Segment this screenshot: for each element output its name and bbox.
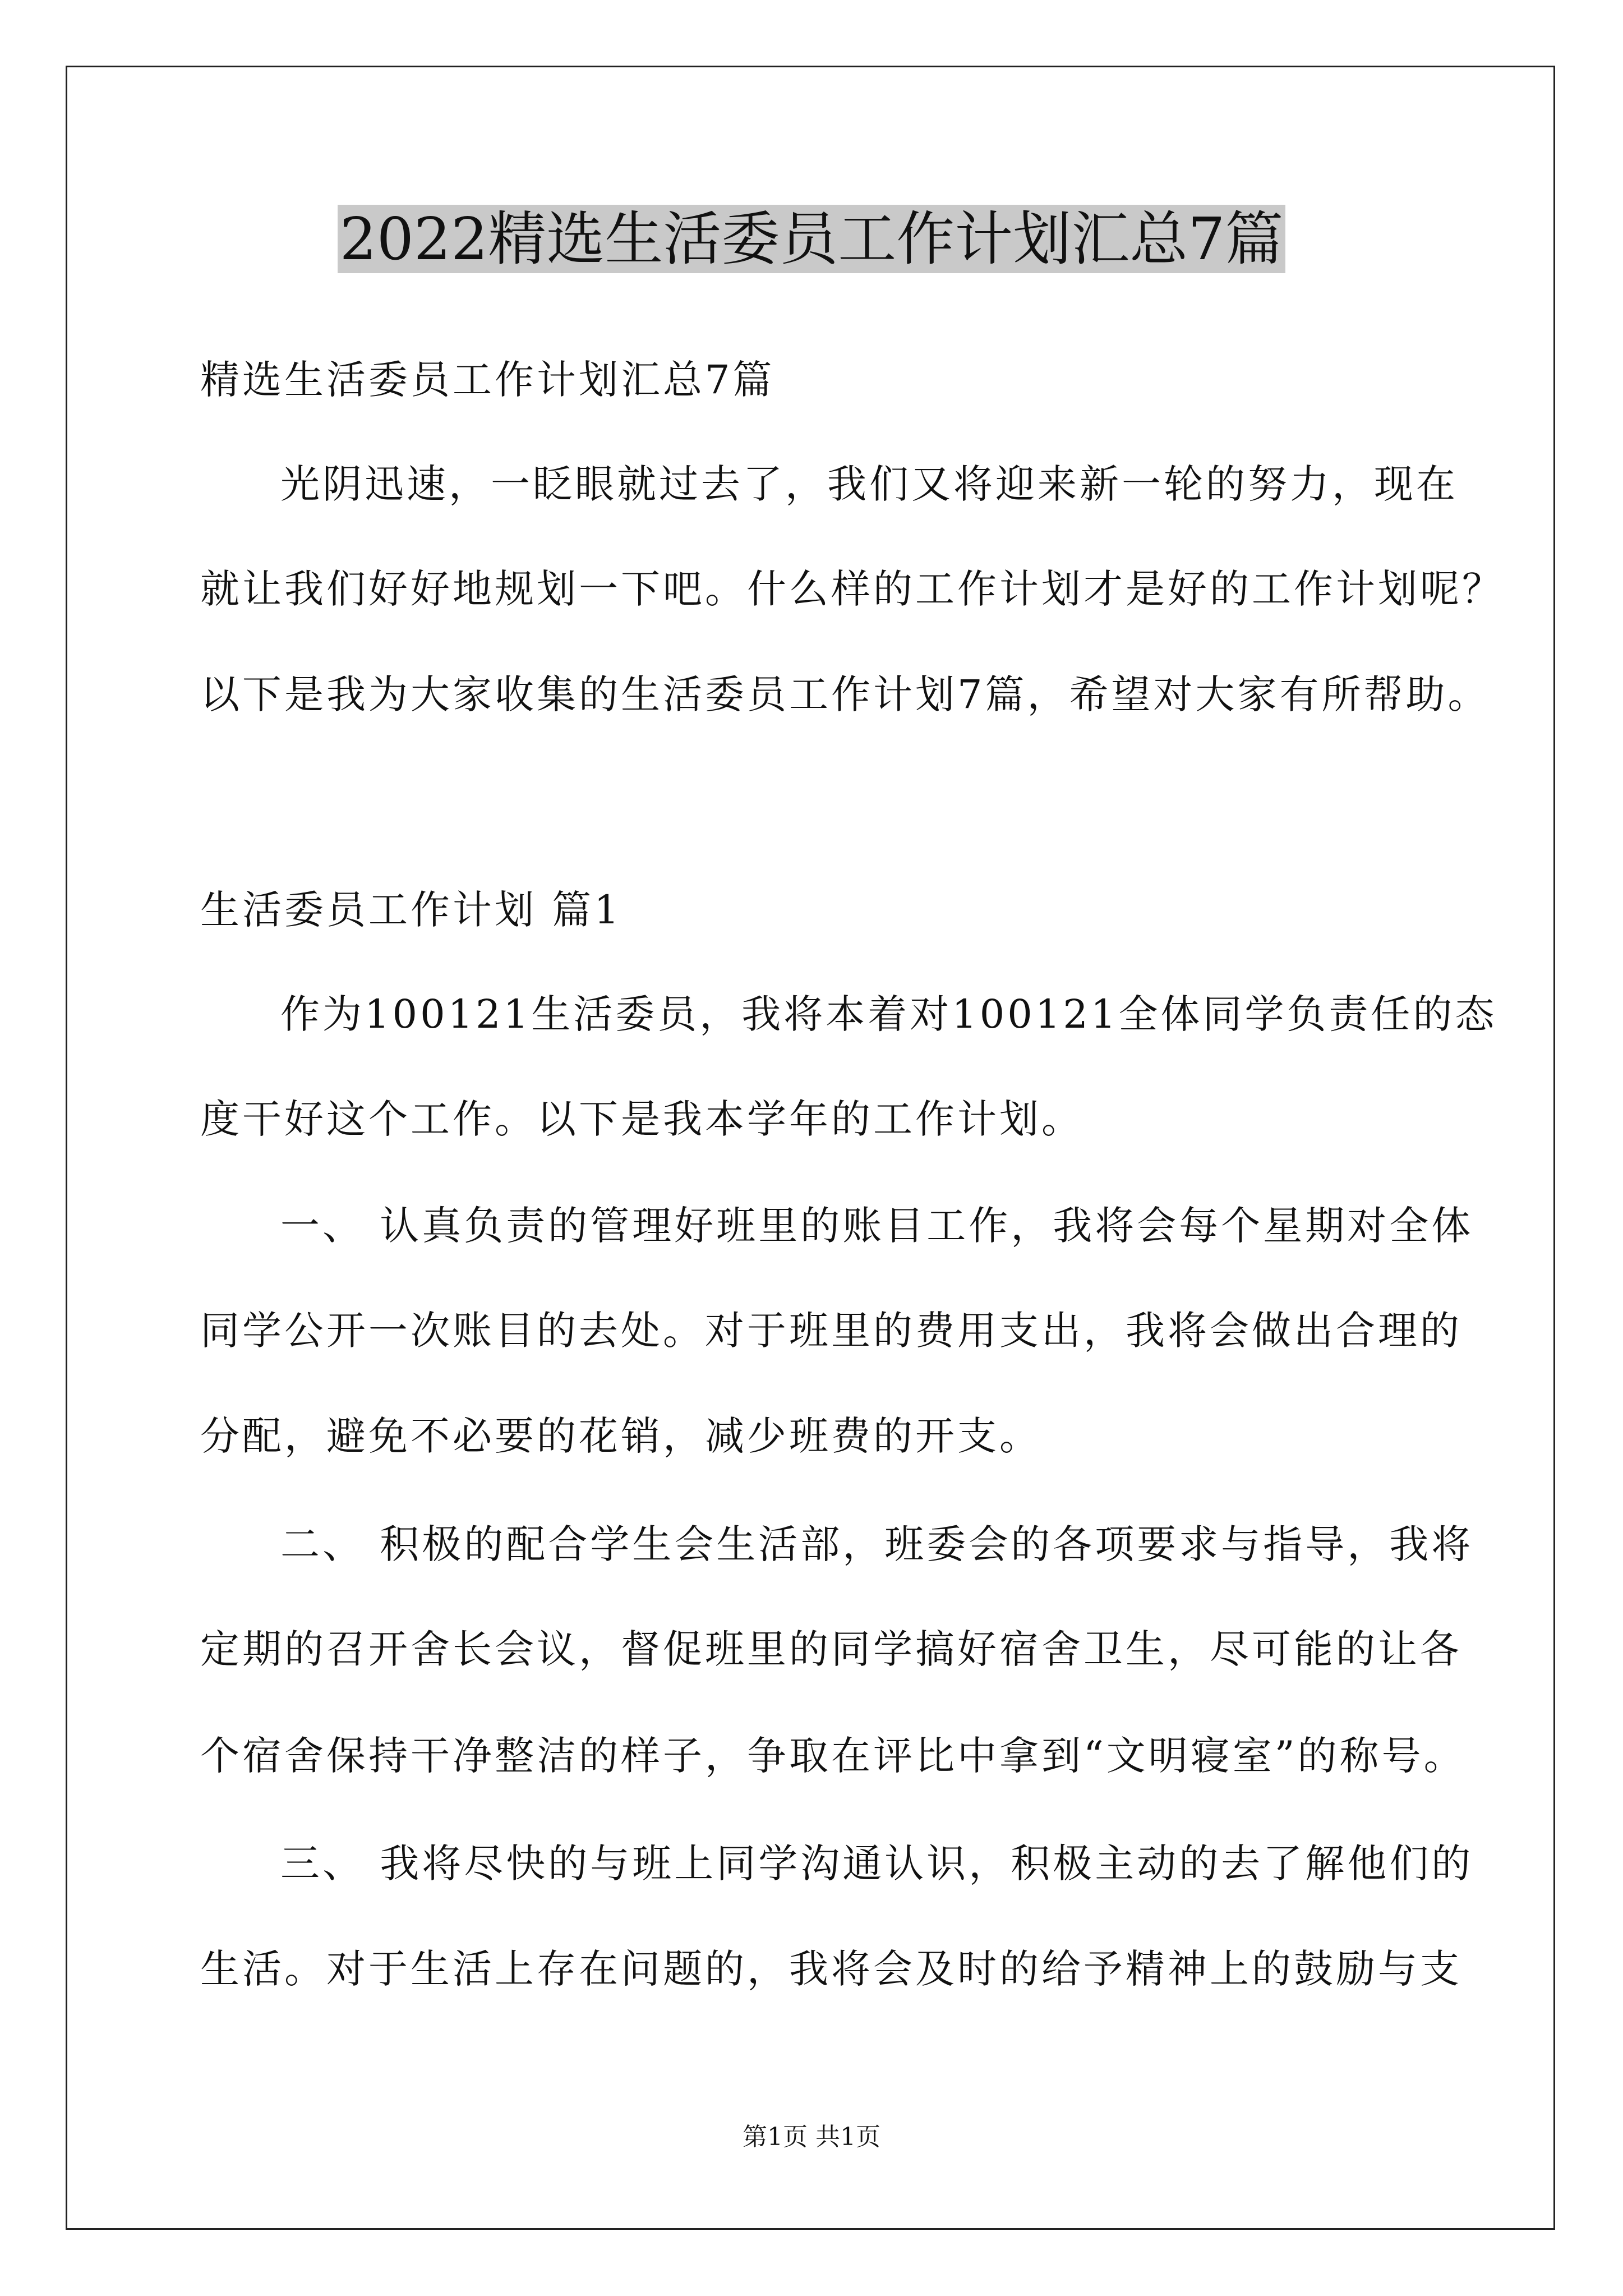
intro-line-2: 就让我们好好地规划一下吧。什么样的工作计划才是好的工作计划呢？ bbox=[200, 566, 1504, 612]
body-line-3: 一、 认真负责的管理好班里的账目工作，我将会每个星期对全体 bbox=[280, 1203, 1474, 1249]
body-line-8: 个宿舍保持干净整洁的样子，争取在评比中拿到“文明寝室”的称号。 bbox=[200, 1733, 1466, 1779]
body-line-1: 作为100121生活委员，我将本着对100121全体同学负责任的态 bbox=[280, 991, 1497, 1037]
body-line-4: 同学公开一次账目的去处。对于班里的费用支出，我将会做出合理的 bbox=[200, 1308, 1462, 1354]
document-title-text: 2022精选生活委员工作计划汇总7篇 bbox=[338, 205, 1286, 273]
intro-line-3: 以下是我为大家收集的生活委员工作计划7篇，希望对大家有所帮助。 bbox=[200, 671, 1490, 717]
body-line-6: 二、 积极的配合学生会生活部，班委会的各项要求与指导，我将 bbox=[280, 1521, 1474, 1567]
body-line-9: 三、 我将尽快的与班上同学沟通认识，积极主动的去了解他们的 bbox=[280, 1841, 1474, 1887]
page-footer: 第1页 共1页 bbox=[743, 2123, 880, 2151]
body-line-10: 生活。对于生活上存在问题的，我将会及时的给予精神上的鼓励与支 bbox=[200, 1946, 1462, 1992]
document-title bbox=[0, 201, 1623, 277]
body-line-5: 分配，避免不必要的花销，减少班费的开支。 bbox=[200, 1413, 1041, 1459]
document-subtitle: 精选生活委员工作计划汇总7篇 bbox=[200, 357, 775, 403]
body-line-2: 度干好这个工作。以下是我本学年的工作计划。 bbox=[200, 1096, 1083, 1142]
section-heading: 生活委员工作计划 篇1 bbox=[200, 887, 622, 933]
body-line-7: 定期的召开舍长会议，督促班里的同学搞好宿舍卫生，尽可能的让各 bbox=[200, 1626, 1462, 1672]
intro-line-1: 光阴迅速，一眨眼就过去了，我们又将迎来新一轮的努力，现在 bbox=[280, 461, 1458, 507]
